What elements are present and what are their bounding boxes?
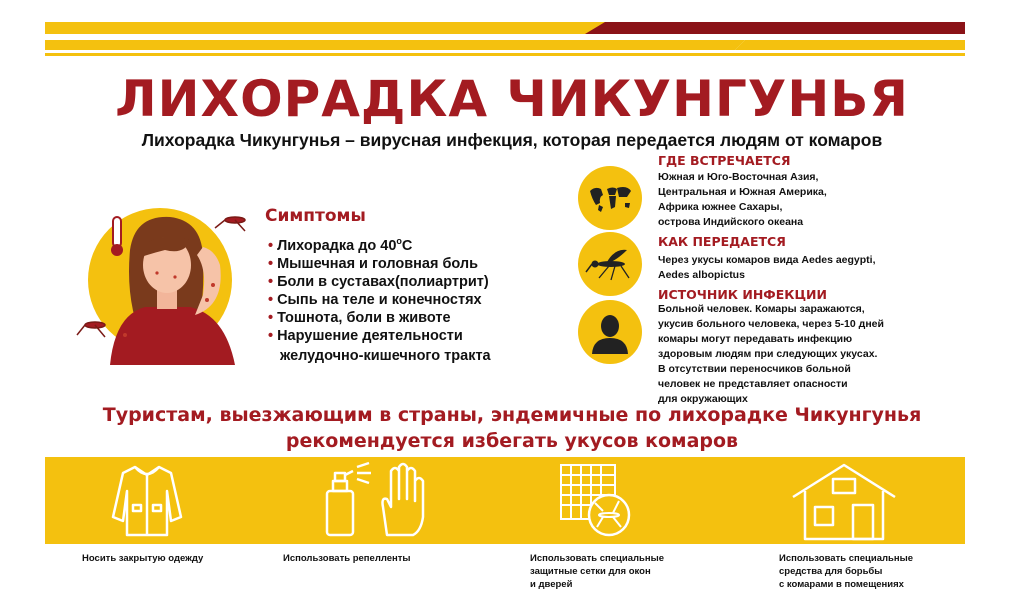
symptom-item-continuation: желудочно-кишечного тракта — [280, 348, 491, 364]
transmission-text: Через укусы комаров вида Aedes aegypti, Aedes albopictus — [658, 254, 876, 281]
top-decorative-stripes — [45, 20, 965, 56]
advice-line-1: Туристам, выезжающим в страны, эндемичные по лихорадке Чикунгунья — [102, 404, 922, 426]
symptom-item: • Сыпь на теле и конечностях — [268, 292, 482, 308]
tip-caption-indoor: Использовать специальные средства для борьбы с комарами в помещениях — [779, 553, 913, 590]
where-text: Южная и Юго-Восточная Азия, Центральная и Южная Америка, Африка южнее Сахары, острова Индийского океана — [658, 171, 827, 228]
tip-caption-repellents: Использовать репелленты — [283, 553, 411, 564]
where-heading: ГДЕ ВСТРЕЧАЕТСЯ — [658, 153, 791, 168]
symptom-item: • Лихорадка до $40^оС$ — [268, 236, 413, 254]
symptom-item: • Нарушение деятельности — [268, 328, 463, 344]
window-net-icon — [553, 461, 633, 541]
jacket-icon — [107, 461, 187, 541]
symptom-item: • Боли в суставах(полиартрит) — [268, 274, 489, 290]
house-icon — [789, 461, 899, 541]
symptoms-list — [268, 232, 491, 365]
sick-woman-illustration — [75, 195, 260, 365]
transmission-heading: КАК ПЕРЕДАЕТСЯ — [658, 234, 786, 249]
world-map-icon — [578, 166, 642, 230]
tip-caption-nets: Использовать специальные защитные сетки для окон и дверей — [530, 553, 664, 590]
source-text: Больной человек. Комары заражаются, укусив больного человека, через 5-10 дней комары могут передавать инфекцию здоровым людям при следующих укусах. В отсутствии переносчиков больной человек не представляет опасности для окружающих — [658, 303, 884, 405]
symptom-item: • Мышечная и головная боль — [268, 256, 479, 272]
advice-line-2: рекомендуется избегать укусов комаров — [285, 430, 739, 452]
symptoms-heading: Симптомы — [265, 206, 366, 226]
page-subtitle: Лихорадка Чикунгунья – вирусная инфекция, которая передается людям от комаров — [141, 130, 883, 150]
mosquito-icon — [578, 232, 642, 296]
person-icon — [578, 300, 642, 364]
repellent-icon — [317, 461, 437, 541]
source-heading: ИСТОЧНИК ИНФЕКЦИИ — [658, 287, 827, 302]
tip-caption-clothes: Носить закрытую одежду — [82, 553, 204, 564]
symptom-item: • Тошнота, боли в животе — [268, 310, 451, 326]
prevention-band — [45, 457, 965, 544]
page-title: ЛИХОРАДКА ЧИКУНГУНЬЯ — [115, 70, 909, 128]
